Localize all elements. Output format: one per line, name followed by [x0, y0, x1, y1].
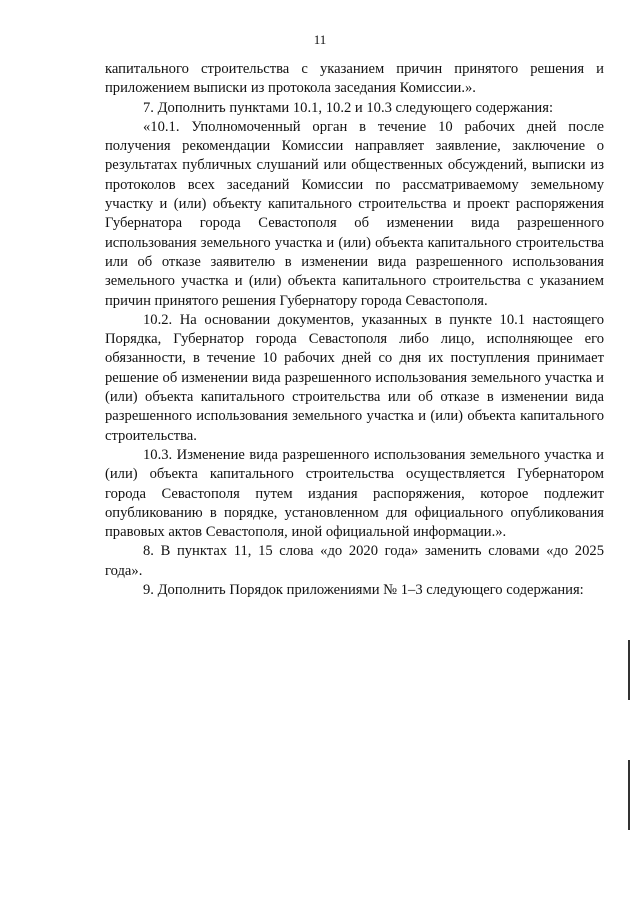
- paragraph-item-7: 7. Дополнить пунктами 10.1, 10.2 и 10.3 следующего содержания:: [143, 99, 554, 116]
- document-body: [105, 60, 604, 600]
- paragraph-item-9: 9. Дополнить Порядок приложениями № 1–3 следующего содержания:: [143, 582, 584, 599]
- page-number: 11: [313, 32, 327, 47]
- scan-edge-mark: [628, 640, 630, 700]
- paragraph-continuation: капитального строительства с указанием причин принятого решения и приложением выписки из протокола заседания Комиссии.».: [105, 61, 604, 97]
- paragraph-item-8: 8. В пунктах 11, 15 слова «до 2020 года» заменить словами «до 2025 года».: [105, 543, 604, 579]
- paragraph-10-2: 10.2. На основании документов, указанных в пункте 10.1 настоящего Порядка, Губернатор города Севастополя либо лицо, исполняющее его обязанности, в течение 10 рабочих дней со дня их поступления принимает решение об изменении вида разрешенного использования земельного участка и (или) объекта капитального строительства или об отказе в изменении вида разрешенного использования земельного участка и (или) объекта капитального строительства.: [105, 311, 604, 444]
- scan-edge-mark: [628, 760, 630, 830]
- paragraph-10-3: 10.3. Изменение вида разрешенного использования земельного участка и (или) объекта капитального строительства осуществляется Губернатором города Севастополя путем издания распоряжения, которое подлежит опубликованию в порядке, установленном для официального опубликования правовых актов Севастополя, иной официальной информации.».: [105, 446, 604, 541]
- paragraph-10-1: «10.1. Уполномоченный орган в течение 10 рабочих дней после получения рекомендации Комиссии направляет заявление, заключение о результатах публичных слушаний или общественных обсуждений, выписки из протоколов всех заседаний Комиссии по рассматриваемому земельному участку и (или) объекту капитального строительства и проект распоряжения Губернатора города Севастополя об изменении вида разрешенного использования земельного участка и (или) объекта капитального строительства или об отказе заявителю в изменении вида разрешенного использования земельного участка и (или) объекта капитального строительства с указанием причин принятого решения Губернатору города Севастополя.: [105, 118, 604, 309]
